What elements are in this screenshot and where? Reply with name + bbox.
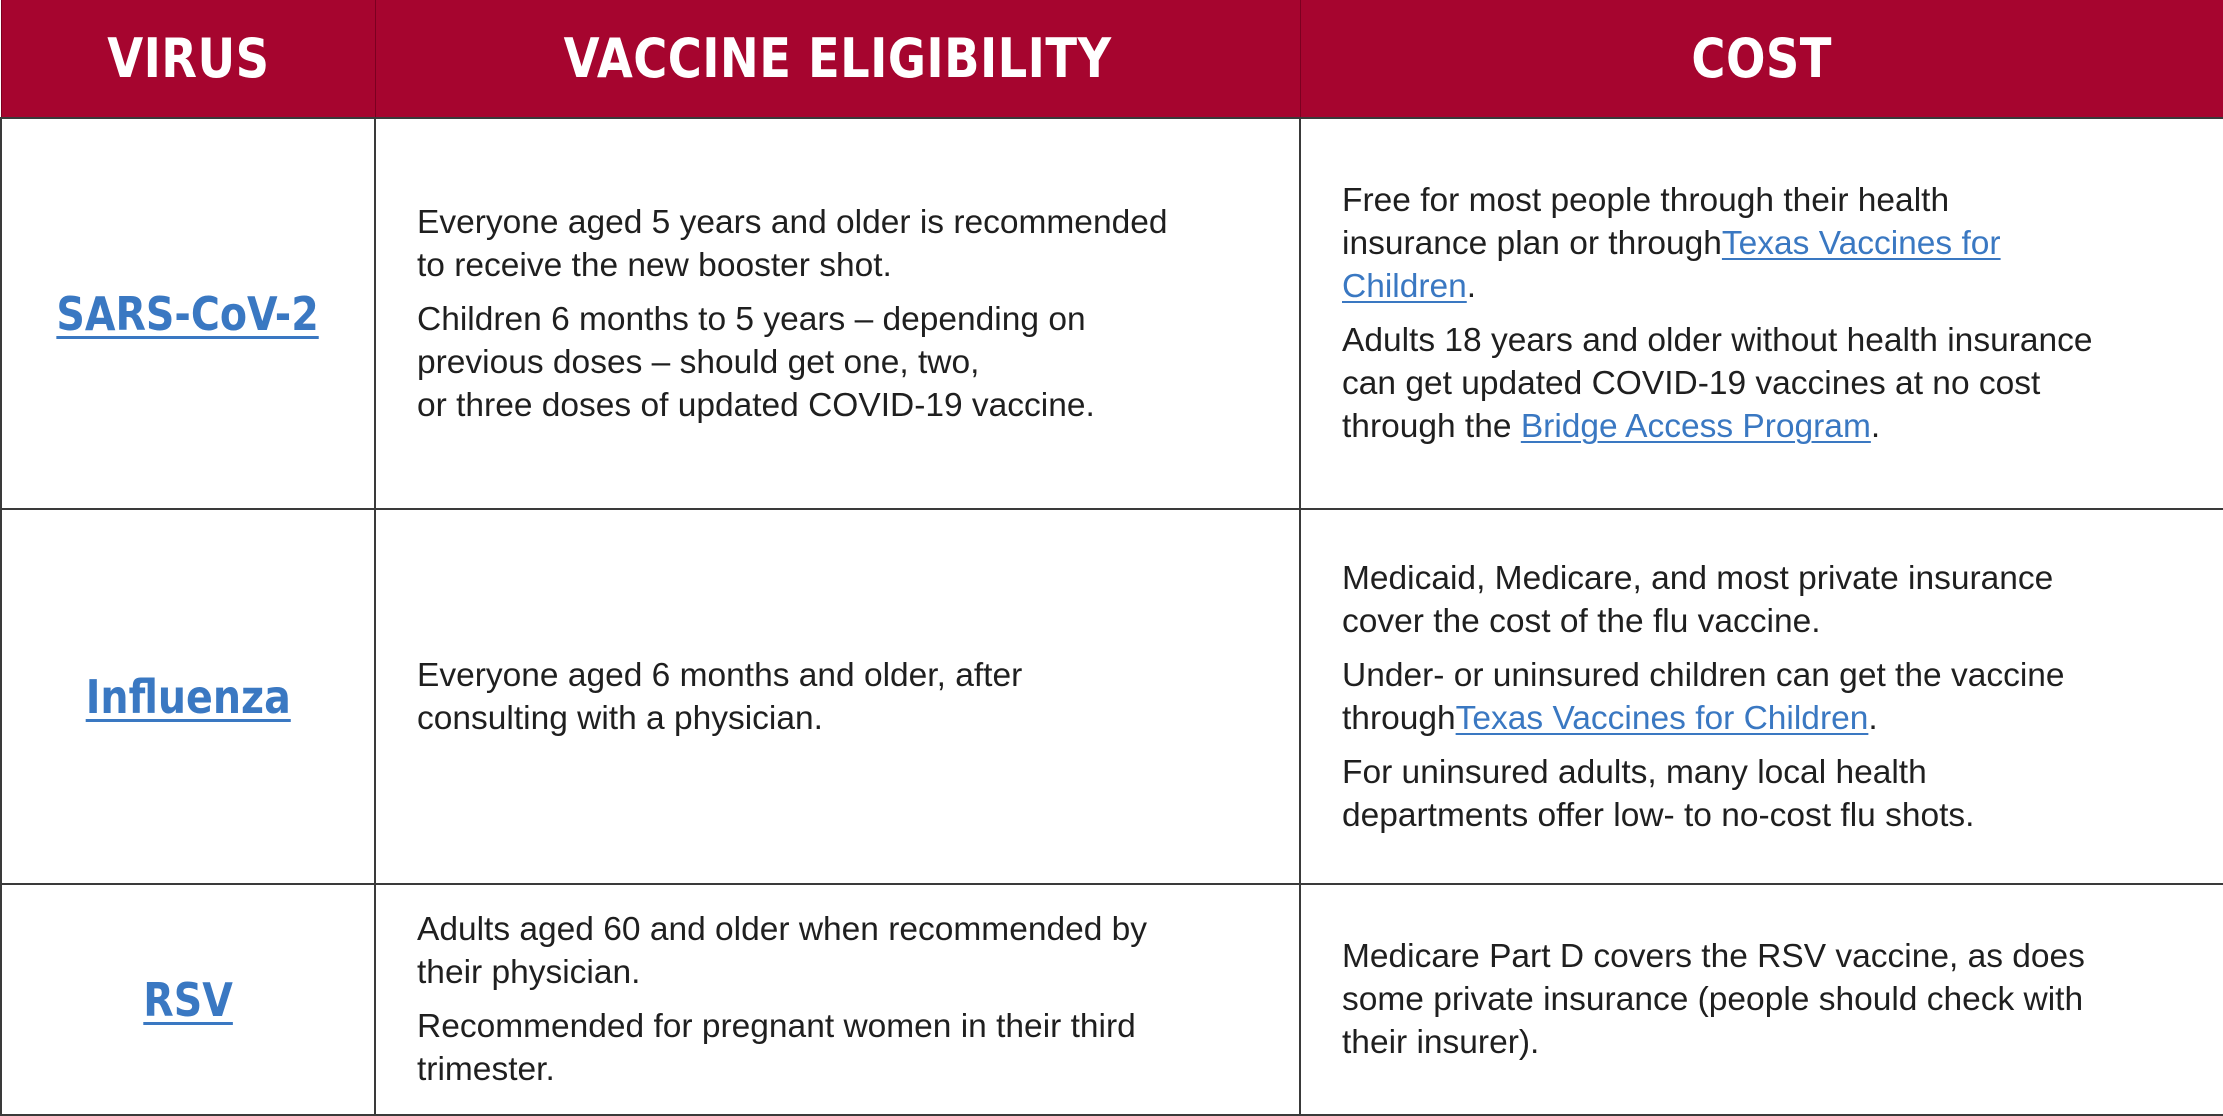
cost-cell-rsv [1300, 884, 2223, 1115]
text-line: their insurer). [1342, 1024, 1540, 1061]
text-line: previous doses – should get one, two, [417, 343, 980, 381]
eligibility-paragraph [417, 201, 1271, 287]
text-line: Medicare Part D covers the RSV vaccine, as does [1342, 938, 2085, 975]
table-row-rsv [1, 884, 2223, 1115]
cost-paragraph [1342, 751, 2195, 837]
cost-paragraph [1342, 654, 2195, 740]
virus-cell-influenza [1, 509, 375, 884]
text-line: Free for most people through their health [1342, 182, 1950, 219]
eligibility-paragraph [417, 298, 1271, 427]
eligibility-cell-influenza [375, 509, 1300, 884]
header-cost-label: COST [1691, 27, 1833, 90]
header-cost [1300, 0, 2223, 118]
text-line: Recommended for pregnant women in their third [417, 1008, 1136, 1045]
header-eligibility [375, 0, 1300, 118]
header-virus-label: VIRUS [106, 27, 270, 90]
text-line: cover the cost of the flu vaccine. [1342, 602, 1821, 640]
link-text: Texas Vaccines for [1721, 225, 2001, 262]
link-text: Children [1342, 268, 1467, 305]
text-line: can get updated COVID-19 vaccines at no cost [1342, 365, 2041, 402]
text-line: their physician. [417, 954, 641, 991]
texas-vaccines-for-children-link[interactable]: Texas Vaccines for Children [1455, 699, 1869, 737]
text-line: Adults 18 years and older without health insurance [1342, 322, 2093, 359]
text-line: or three doses of updated COVID-19 vaccine. [417, 386, 1095, 424]
text-line: some private insurance (people should check with [1342, 981, 2084, 1018]
header-row [1, 0, 2223, 118]
cost-paragraph [1342, 319, 2195, 448]
virus-link-rsv[interactable]: RSV [143, 972, 233, 1027]
table-row-influenza [1, 509, 2223, 884]
text-line: Medicaid, Medicare, and most private insurance [1342, 559, 2054, 597]
text-line: consulting with a physician. [417, 699, 823, 737]
text-line: Children 6 months to 5 years – depending on [417, 300, 1086, 338]
text-punctuation: . [1868, 699, 1878, 737]
eligibility-paragraph [417, 1005, 1271, 1091]
eligibility-paragraph [417, 908, 1271, 994]
text-line: insurance plan or through [1342, 225, 1722, 262]
cost-paragraph [1342, 935, 2195, 1064]
text-line: Everyone aged 5 years and older is recommended [417, 203, 1168, 241]
virus-cell-sars-cov-2 [1, 118, 375, 509]
text-line: For uninsured adults, many local health [1342, 753, 1927, 791]
header-virus [1, 0, 375, 118]
text-punctuation: . [1870, 408, 1881, 445]
eligibility-paragraph [417, 654, 1271, 740]
cost-paragraph [1342, 557, 2195, 643]
text-line: Under- or uninsured children can get the vaccine [1342, 656, 2065, 694]
eligibility-cell-rsv [375, 884, 1300, 1115]
cost-paragraph [1342, 179, 2195, 308]
table-row-sars-cov-2 [1, 118, 2223, 509]
text-line: to receive the new booster shot. [417, 246, 892, 284]
cost-cell-influenza [1300, 509, 2223, 884]
cost-cell-sars-cov-2 [1300, 118, 2223, 509]
text-line: trimester. [417, 1051, 555, 1088]
text-line: Adults aged 60 and older when recommended by [417, 911, 1148, 948]
virus-cell-rsv [1, 884, 375, 1115]
header-eligibility-label: VACCINE ELIGIBILITY [563, 27, 1112, 90]
virus-link-influenza[interactable]: Influenza [85, 669, 291, 724]
virus-link-sars-cov-2[interactable]: SARS-CoV-2 [56, 286, 320, 341]
eligibility-cell-sars-cov-2 [375, 118, 1300, 509]
text-line: through [1342, 699, 1456, 737]
text-punctuation: . [1466, 268, 1477, 305]
text-line: Everyone aged 6 months and older, after [417, 656, 1023, 694]
text-line: through the [1342, 408, 1521, 445]
text-line: departments offer low- to no-cost flu shots. [1342, 796, 1975, 834]
bridge-access-program-link[interactable]: Bridge Access Program [1520, 408, 1871, 445]
